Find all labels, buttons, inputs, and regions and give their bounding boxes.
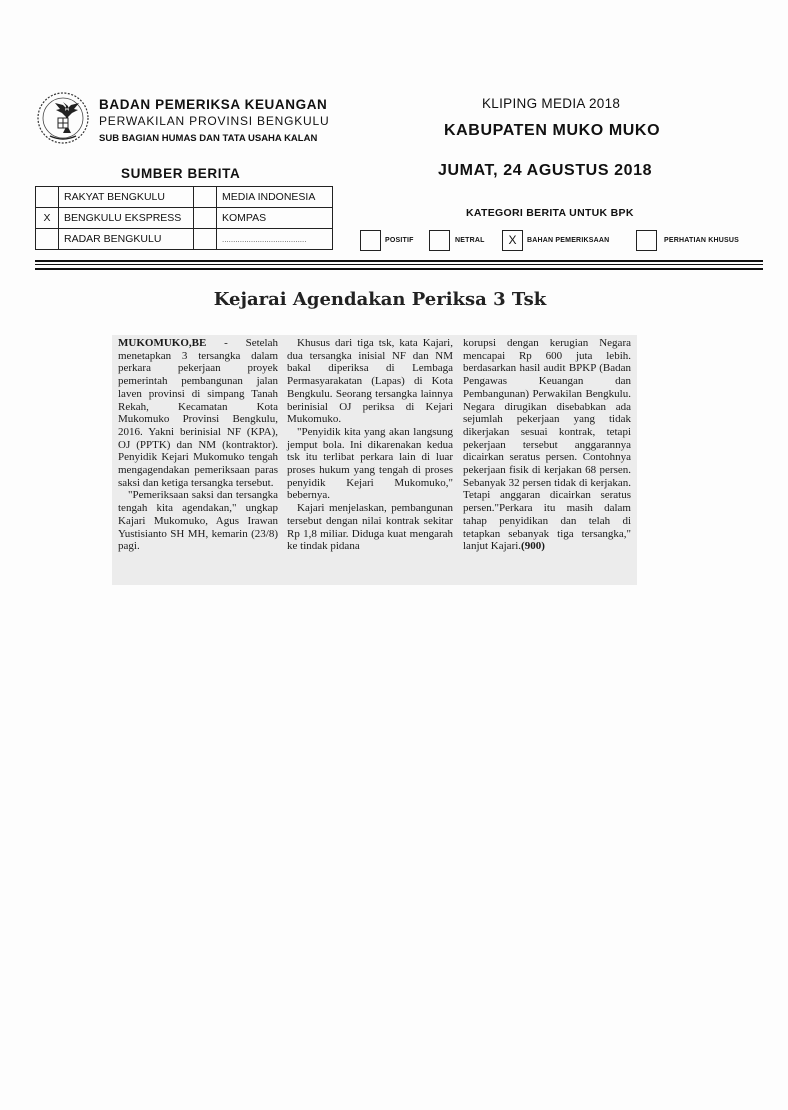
divider — [35, 260, 763, 262]
kliping-title: KLIPING MEDIA 2018 — [482, 96, 621, 111]
sumber-mark-right[interactable] — [194, 187, 217, 208]
article-paragraph — [118, 337, 278, 489]
kategori-checkbox-netral[interactable] — [429, 230, 450, 251]
kategori-checkbox-positif[interactable] — [360, 230, 381, 251]
sumber-berita-title: SUMBER BERITA — [121, 166, 241, 181]
article-paragraph: "Pemeriksaan saksi dan tersangka tengah kita agendakan," ungkap Kajari Mukomuko, Agus Irawan Yustisianto SH MH, kemarin (23/8) pagi. — [118, 489, 278, 553]
sumber-mark-right[interactable] — [194, 208, 217, 229]
kategori-checkbox-perhatian[interactable] — [636, 230, 657, 251]
divider — [35, 268, 763, 270]
sumber-left: RAKYAT BENGKULU — [59, 187, 194, 208]
article-paragraph: Khusus dari tiga tsk, kata Kajari, dua tersangka inisial NF dan NM bakal diperiksa di Lembaga Permasyarakatan (Lapas) di Kota Bengkulu. Seorang tersangka lainnya berinisial OJ periksa di Kejari Mukomuko. — [287, 337, 453, 426]
sumber-mark[interactable] — [36, 187, 59, 208]
article-paragraph: "Penyidik kita yang akan langsung jemput bola. Ini dikarenakan kedua tsk itu terlibat perkara lain di luar proses hukum yang tengah di proses penyidik Kejari Mukomuko," bebernya. — [287, 425, 453, 502]
org-line2: PERWAKILAN PROVINSI BENGKULU — [99, 114, 330, 128]
sumber-table — [35, 186, 333, 250]
article-column-1 — [118, 337, 278, 553]
sumber-row — [36, 187, 333, 208]
kategori-checkbox-bahan[interactable]: X — [502, 230, 523, 251]
article-paragraph: Kajari menjelaskan, pembangunan tersebut dengan nilai kontrak sekitar Rp 1,8 miliar. Diduga kuat mengarah ke tindak pidana — [287, 502, 453, 553]
garuda-logo — [34, 88, 92, 150]
sumber-row — [36, 208, 333, 229]
org-name — [99, 96, 329, 147]
sumber-row — [36, 229, 333, 250]
sumber-mark-right[interactable] — [194, 229, 217, 250]
article-dateline: MUKOMUKO,BE — [118, 337, 207, 349]
article-text: - Setelah menetapkan 3 tersangka dalam perkara pekerjaan proyek pemerintah pembangunan jalan laven provinsi di simpang Tanah Rekah, Kecamatan Kota Mukomuko Provinsi Bengkulu, 2016. Yakni berinisial NF (KPA), OJ (PPTK) dan NM (kontraktor). Penyidik Kejari Mukomuko tengah mengagendakan pemeriksaan paras saksi dan ketiga tersangka tersebut. — [118, 337, 278, 489]
org-line1: BADAN PEMERIKSA KEUANGAN — [99, 97, 328, 112]
sumber-left: BENGKULU EKSPRESS — [59, 208, 194, 229]
sumber-left: RADAR BENGKULU — [59, 229, 194, 250]
sumber-right: ...................................... — [217, 229, 333, 250]
org-line3: SUB BAGIAN HUMAS DAN TATA USAHA KALAN — [99, 133, 318, 144]
sumber-right: KOMPAS — [217, 208, 333, 229]
sumber-right: MEDIA INDONESIA — [217, 187, 333, 208]
divider — [35, 264, 763, 265]
kategori-label-bahan: BAHAN PEMERIKSAAN — [527, 237, 610, 244]
kategori-label-positif: POSITIF — [385, 237, 414, 244]
article-column-2 — [287, 337, 453, 553]
article-paragraph — [463, 337, 631, 553]
sumber-mark[interactable]: X — [36, 208, 59, 229]
kabupaten-title: KABUPATEN MUKO MUKO — [444, 122, 661, 139]
kategori-label-perhatian: PERHATIAN KHUSUS — [664, 237, 740, 244]
article-headline: Kejarai Agendakan Periksa 3 Tsk — [213, 289, 547, 310]
date-title: JUMAT, 24 AGUSTUS 2018 — [438, 162, 653, 179]
article-author-code: (900) — [521, 540, 545, 553]
article-column-3 — [463, 337, 631, 553]
sumber-mark[interactable] — [36, 229, 59, 250]
article-text: korupsi dengan kerugian Negara mencapai Rp 600 juta lebih. berdasarkan hasil audit BPKP (Badan Pengawas Keuangan dan Pembangunan) Perwakilan Bengkulu. Negara dirugikan disebabkan ada sejumlah pekerjaan yang tidak dikerjakan sesuai kontrak, tetapi pekerjaan tersebut anggarannya dicairkan seratus persen. Contohnya pekerjaan fisik di kerjakan 68 persen. Sebanyak 32 persen tidak di kerjakan. Tetapi anggaran dicairkan seratus persen."Perkara itu masih dalam tahap penyidikan dan telah di tetapkan sebanyak tiga tersangka," lanjut Kajari. — [463, 337, 631, 553]
kategori-label-netral: NETRAL — [455, 237, 485, 244]
kategori-title: KATEGORI BERITA UNTUK BPK — [466, 207, 634, 219]
